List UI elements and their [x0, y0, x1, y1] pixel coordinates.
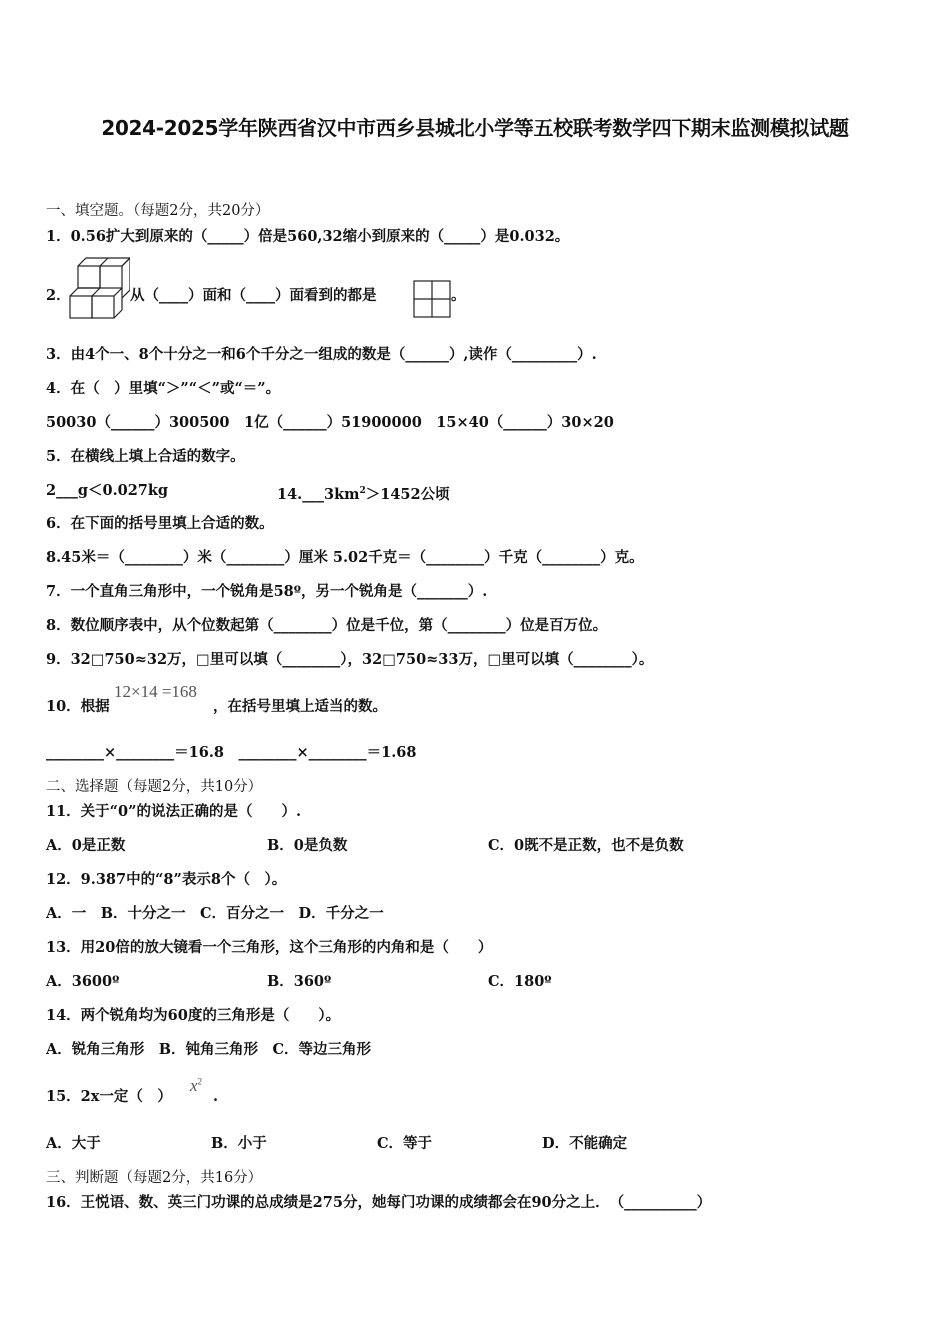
question-13-option-c: C．180º — [488, 973, 552, 990]
question-12-options: A．一 B．十分之一 C．百分之一 D．千分之一 — [46, 905, 384, 922]
question-5: 5．在横线上填上合适的数字。 — [46, 448, 245, 465]
question-11-option-c: C．0既不是正数，也不是负数 — [488, 837, 684, 854]
question-8: 8．数位顺序表中，从个位数起第（________）位是千位，第（________）位是百万位。 — [46, 617, 608, 634]
question-13-option-b: B．360º — [267, 973, 332, 990]
section3-heading: 三、判断题（每题2分，共16分） — [46, 1170, 263, 1186]
question-11-option-b: B．0是负数 — [267, 837, 348, 854]
cube-stack-figure — [68, 256, 130, 320]
question-15-pre: 15．2x一定（ ） — [46, 1088, 172, 1105]
question-10-formula: 12×14 =168 — [114, 682, 197, 701]
question-10-items: ________×________＝16.8 ________×________＝1.68 — [46, 744, 417, 761]
section1-heading: 一、填空题。（每题2分，共20分） — [46, 203, 270, 219]
question-11-option-a: A．0是正数 — [46, 837, 126, 854]
grid-shape-figure — [413, 280, 451, 318]
question-7: 7．一个直角三角形中，一个锐角是58º，另一个锐角是（_______）. — [46, 583, 488, 600]
question-1: 1．0.56扩大到原来的（_____）倍是560,32缩小到原来的（_____）是0.032。 — [46, 228, 570, 245]
question-5-a: 2___g＜0.027kg — [46, 482, 169, 499]
section2-heading: 二、选择题（每题2分，共10分） — [46, 779, 263, 795]
question-6-items: 8.45米＝（________）米（________）厘米 5.02千克＝（________）千克（________）克。 — [46, 549, 644, 566]
question-13: 13．用20倍的放大镜看一个三角形，这个三角形的内角和是（ ） — [46, 939, 493, 956]
question-5-b: $14.\_\_\_3km^2>1452$公顷 — [277, 485, 450, 503]
question-4-items: 50030（______）300500 1亿（______）51900000 15×40（______）30×20 — [46, 414, 614, 431]
question-2-number: 2． — [46, 287, 71, 304]
question-12: 12．9.387中的“8”表示8个（ ）。 — [46, 871, 287, 888]
question-3: 3．由4个一、8个十分之一和6个千分之一组成的数是（______）,读作（_________）. — [46, 346, 597, 363]
question-6: 6．在下面的括号里填上合适的数。 — [46, 515, 274, 532]
question-2-end: 。 — [451, 287, 466, 304]
question-16: 16．王悦语、数、英三门功课的总成绩是275分，她每门功课的成绩都会在90分之上． （__________） — [46, 1194, 712, 1211]
question-11: 11．关于“0”的说法正确的是（ ）. — [46, 803, 301, 820]
question-15-math: $x^2$ — [190, 1076, 203, 1095]
question-15-option-a: A．大于 — [46, 1135, 101, 1152]
question-15-post: . — [213, 1088, 219, 1105]
question-15-option-b: B．小于 — [211, 1135, 267, 1152]
question-14: 14．两个锐角均为60度的三角形是（ ）。 — [46, 1007, 341, 1024]
question-9: 9．32□750≈32万，□里可以填（________），32□750≈33万，□里可以填（________）。 — [46, 651, 654, 668]
question-10-post: ，在括号里填上适当的数。 — [213, 698, 387, 715]
question-2-text: 从（____）面和（____）面看到的都是 — [130, 287, 377, 304]
page-title: 2024-2025学年陕西省汉中市西乡县城北小学等五校联考数学四下期末监测模拟试题 — [101, 116, 849, 140]
question-4: 4．在（ ）里填“＞”“＜”或“＝”。 — [46, 380, 281, 397]
question-14-options: A．锐角三角形 B．钝角三角形 C．等边三角形 — [46, 1041, 372, 1058]
question-15-option-c: C．等于 — [377, 1135, 433, 1152]
question-13-option-a: A．3600º — [46, 973, 120, 990]
question-10-pre: 10．根据 — [46, 698, 110, 715]
question-15-option-d: D．不能确定 — [542, 1135, 628, 1152]
